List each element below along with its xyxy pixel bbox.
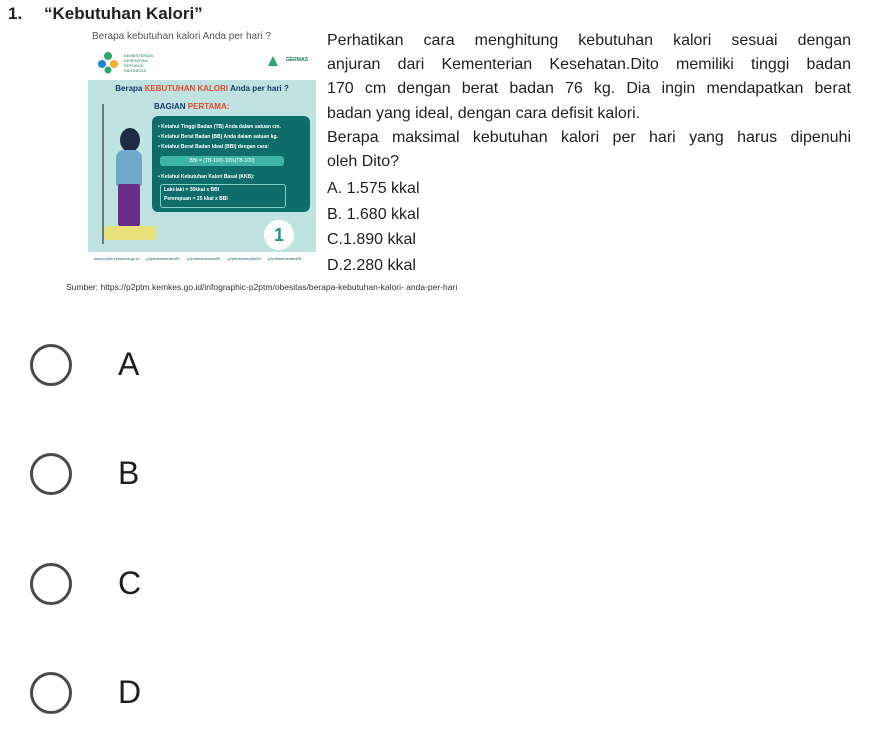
kkb-title: • Ketahui Kebutuhan Kalori Basal (KKB): bbox=[158, 174, 255, 180]
option-text: D.2.280 kkal bbox=[327, 256, 416, 274]
radio-c[interactable] bbox=[30, 563, 72, 605]
option-text: C.1.890 kkal bbox=[327, 231, 416, 248]
kkb-male: Laki-laki = 30kkal x BBI bbox=[164, 187, 220, 193]
question-line: Berapa maksimal kebutuhan kalori per hari yang harus dipenuhi bbox=[327, 128, 851, 146]
person-pants bbox=[118, 184, 140, 226]
choice-a-label: A bbox=[118, 346, 140, 382]
question-options bbox=[327, 176, 420, 278]
radio-d[interactable] bbox=[30, 672, 72, 714]
weighing-scale bbox=[104, 226, 156, 240]
infographic-footer bbox=[88, 252, 316, 266]
choice-c[interactable] bbox=[30, 563, 330, 611]
height-ruler bbox=[102, 104, 104, 244]
infographic-caption: Berapa kebutuhan kalori Anda per hari ? bbox=[92, 31, 272, 42]
question-title: “Kebutuhan Kalori” bbox=[44, 4, 203, 23]
question-line: Perhatikan cara menghitung kebutuhan kalori sesuai dengan bbox=[327, 32, 851, 49]
person-head bbox=[120, 128, 140, 152]
part-label: BAGIAN PERTAMA: bbox=[154, 102, 230, 111]
infographic bbox=[88, 44, 316, 266]
choice-b-label: B bbox=[118, 455, 140, 491]
panel-line-1: • Ketahui Tinggi Badan (TB) Anda dalam satuan cm. bbox=[158, 124, 281, 130]
choice-a[interactable] bbox=[30, 344, 330, 392]
germas-text: GERMAS bbox=[286, 57, 308, 63]
choice-d[interactable] bbox=[30, 672, 330, 720]
question-text bbox=[327, 29, 851, 174]
page-number-badge: 1 bbox=[264, 220, 294, 250]
panel-line-2: • Ketahui Berat Badan (BB) Anda dalam satuan kg. bbox=[158, 134, 278, 140]
infographic-heading: Berapa KEBUTUHAN KALORI Anda per hari ? bbox=[115, 84, 289, 93]
footer-item: p2ptmkemenkesRI bbox=[146, 256, 180, 261]
germas-logo-icon bbox=[266, 54, 280, 68]
question-line: oleh Dito? bbox=[327, 153, 400, 171]
kemenkes-logo-icon bbox=[96, 50, 120, 74]
question-line: 170 cm dengan berat badan 76 kg. Dia ingin mendapatkan berat bbox=[327, 80, 851, 98]
option-text: A. 1.575 kkal bbox=[327, 180, 420, 197]
kkb-female: Perempuan = 25 kkal x BBI bbox=[164, 196, 228, 202]
radio-b[interactable] bbox=[30, 453, 72, 495]
ministry-text: KEMENTERIAN KESEHATAN REPUBLIK INDONESIA bbox=[124, 53, 153, 73]
footer-item: p2ptmkemenkesRI bbox=[267, 256, 302, 261]
infographic-header bbox=[88, 44, 316, 80]
question-number: 1. bbox=[8, 4, 23, 23]
option-text: B. 1.680 kkal bbox=[327, 205, 420, 223]
footer-item: www.p2ptm.kemkes.go.id bbox=[94, 256, 140, 261]
person-shirt bbox=[116, 150, 142, 186]
formula-bar: BBI = (TB-100)-10%(TB-100) bbox=[160, 156, 284, 166]
choice-d-label: D bbox=[118, 674, 142, 710]
question-line: anjuran dari Kementerian Kesehatan.Dito memiliki tinggi badan bbox=[327, 56, 851, 74]
source-citation: Sumber: https://p2ptm.kemkes.go.id/infographic-p2ptm/obesitas/berapa-kebutuhan-kalori- anda-per-hari bbox=[66, 282, 458, 292]
footer-item: p2ptmkemenkesRI bbox=[186, 256, 221, 261]
choice-c-label: C bbox=[118, 565, 142, 601]
panel-line-3: • Ketahui Berat Badan Ideal (BBI) dengan cara: bbox=[158, 144, 269, 150]
footer-item: p2ptmkemenkesRI bbox=[227, 256, 261, 261]
radio-a[interactable] bbox=[30, 344, 72, 386]
question-line: badan yang ideal, dengan cara defisit kalori. bbox=[327, 104, 641, 122]
choice-b[interactable] bbox=[30, 453, 330, 501]
